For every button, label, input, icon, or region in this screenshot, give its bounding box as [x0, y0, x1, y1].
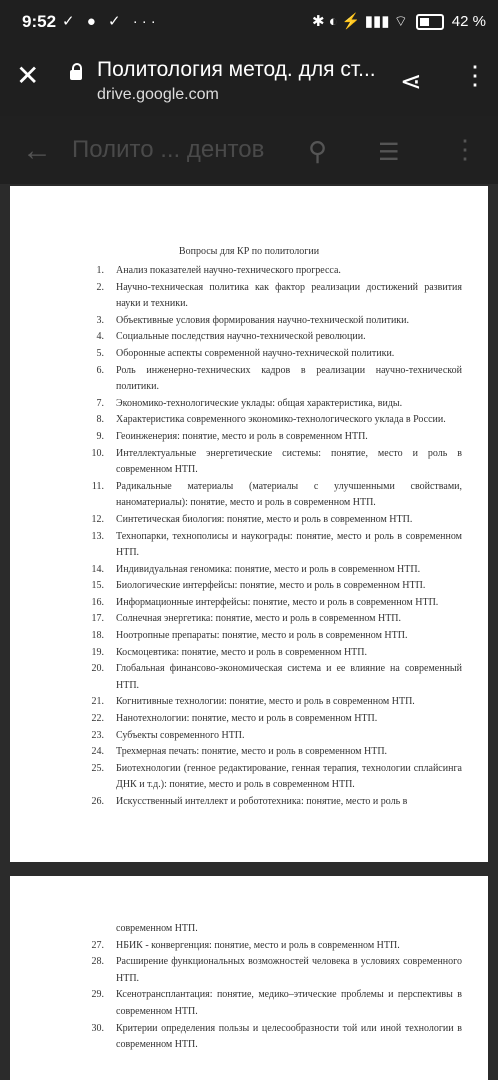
- question-text: Оборонные аспекты современной научно-технической политики.: [116, 347, 395, 359]
- list-item: 5. Оборонные аспекты современной научно-технической политики.: [96, 347, 395, 359]
- question-text: Анализ показателей научно-технического прогресса.: [116, 265, 341, 276]
- question-list: [10, 263, 488, 811]
- question-text: Радикальные материалы (материалы с улучшенными свойствами, наноматериалы): понятие, место и роль в современном НТП.: [116, 480, 462, 509]
- search-icon[interactable]: ⚲: [308, 136, 328, 166]
- question-text: Социальные последствия научно-технической революции.: [116, 331, 366, 343]
- list-item: 24. Трехмерная печать: понятие, место и роль в современном НТП.: [91, 746, 388, 758]
- document-toolbar: [0, 116, 498, 184]
- battery-level: 42 %: [451, 13, 486, 30]
- list-item: 15. Биологические интерфейсы: понятие, место и роль в современном НТП.: [91, 580, 426, 592]
- question-text: Ноотропные препараты: понятие, место и роль в современном НТП.: [116, 630, 408, 642]
- question-text: Субъекты современного НТП.: [116, 729, 245, 741]
- question-text: Интеллектуальные энергетические системы: понятие, место и роль в современном НТП.: [116, 447, 462, 476]
- question-text: Критерии определения пользы и целесообразности той или иной технологии в современном НТП.: [116, 1022, 462, 1051]
- lock-icon: [70, 70, 82, 80]
- share-icon[interactable]: ⋖: [400, 66, 422, 96]
- browser-app-bar: [0, 44, 498, 116]
- list-item: 20. Глобальная финансово-экономическая система и ее влияние на современный НТП.: [91, 663, 462, 691]
- page-url: drive.google.com: [97, 86, 219, 103]
- battery-icon: [416, 14, 444, 30]
- question-text: Роль инженерно-технических кадров в реализации научно-технической политики.: [116, 364, 462, 393]
- document-heading: Вопросы для КР по политологии: [178, 246, 320, 257]
- system-icons: ✱ ◐ ⚡ ▮▮▮ ⌔: [311, 13, 408, 30]
- list-item: 10. Интеллектуальные энергетические системы: понятие, место и роль в современном НТП.: [91, 447, 462, 476]
- list-item: 16. Информационные интерфейсы: понятие, место и роль в современном НТП.: [91, 596, 439, 608]
- question-text: Трехмерная печать: понятие, место и роль в современном НТП.: [116, 746, 388, 758]
- list-item: 12. Синтетическая биология: понятие, место и роль в современном НТП.: [91, 513, 413, 525]
- list-item: 30. Критерии определения пользы и целесообразности той или иной технологии в современном НТП.: [91, 1022, 462, 1051]
- list-item: 13. Технопарки, технополисы и наукограды: понятие, место и роль в современном НТП.: [91, 530, 462, 559]
- status-time: 9:52: [22, 12, 57, 31]
- question-text: Глобальная финансово-экономическая система и ее влияние на современный НТП.: [116, 663, 462, 691]
- list-item: 21. Когнитивные технологии: понятие, место и роль в современном НТП.: [91, 696, 415, 708]
- list-item: 2. Научно-техническая политика как фактор реализации достижений развития науки и техники.: [96, 281, 462, 310]
- page-title: Политология метод. для ст...: [97, 58, 376, 81]
- list-item: 28. Расширение функциональных возможностей человека в условиях современного НТП.: [91, 956, 462, 984]
- question-text: Объективные условия формирования научно-технической политики.: [116, 314, 410, 326]
- close-icon[interactable]: ✕: [16, 60, 40, 91]
- question-text: Экономико-технологические уклады: общая характеристика, виды.: [116, 397, 403, 409]
- list-item: 11. Радикальные материалы (материалы с улучшенными свойствами, наноматериалы): понятие, место и роль в современном НТП.: [91, 480, 462, 509]
- list-item: 25. Биотехнологии (генное редактирование, генная терапия, технологии сплайсинга ДНК и т.д.): понятие, место и роль в современном НТП.: [91, 762, 462, 791]
- notification-icons: ✓ ● ✓ ···: [62, 13, 160, 30]
- question-text: Характеристика современного экономико-технологического уклада в России.: [116, 414, 446, 426]
- question-text: Индивидуальная геномика: понятие, место и роль в современном НТП.: [116, 563, 421, 575]
- question-text: Когнитивные технологии: понятие, место и роль в современном НТП.: [116, 696, 415, 708]
- list-item: 27. НБИК - конвергенция: понятие, место и роль в современном НТП.: [91, 939, 400, 951]
- question-text: Информационные интерфейсы: понятие, место и роль в современном НТП.: [116, 596, 439, 608]
- question-text: Искусственный интеллект и робототехника: понятие, место и роль в: [116, 796, 408, 807]
- question-text: Научно-техническая политика как фактор реализации достижений развития науки и техники.: [116, 281, 462, 310]
- document-page-2[interactable]: [10, 876, 488, 1080]
- overflow-menu-icon[interactable]: ⋮: [452, 134, 478, 164]
- question-text: Геоинженерия: понятие, место и роль в современном НТП.: [116, 430, 368, 442]
- list-item: 19. Космоцевтика: понятие, место и роль в современном НТП.: [91, 646, 368, 658]
- list-item: 1. Анализ показателей научно-технического прогресса.: [96, 265, 341, 276]
- document-title: Полито ... дентов: [72, 136, 265, 163]
- question-text: Солнечная энергетика: понятие, место и роль в современном НТП.: [116, 613, 402, 625]
- list-view-icon[interactable]: ☰: [378, 139, 400, 166]
- document-page-1[interactable]: [10, 186, 488, 862]
- list-item: 8. Характеристика современного экономико-технологического уклада в России.: [96, 414, 446, 426]
- continuation-text: современном НТП.: [116, 923, 198, 934]
- list-item: 3. Объективные условия формирования научно-технической политики.: [96, 314, 410, 326]
- question-text: Нанотехнологии: понятие, место и роль в современном НТП.: [116, 713, 378, 725]
- list-item: 9. Геоинженерия: понятие, место и роль в современном НТП.: [96, 430, 368, 442]
- question-text: Расширение функциональных возможностей человека в условиях современного НТП.: [116, 956, 462, 984]
- list-item: 7. Экономико-технологические уклады: общая характеристика, виды.: [96, 397, 403, 409]
- question-text: Биологические интерфейсы: понятие, место и роль в современном НТП.: [116, 580, 426, 592]
- list-item: 23. Субъекты современного НТП.: [91, 729, 245, 741]
- list-item: 4. Социальные последствия научно-технической революции.: [96, 331, 366, 343]
- list-item: 14. Индивидуальная геномика: понятие, место и роль в современном НТП.: [91, 563, 421, 575]
- list-item: 18. Ноотропные препараты: понятие, место и роль в современном НТП.: [91, 630, 408, 642]
- question-text: Космоцевтика: понятие, место и роль в современном НТП.: [116, 646, 368, 658]
- list-item: 22. Нанотехнологии: понятие, место и роль в современном НТП.: [91, 713, 378, 725]
- back-arrow-icon[interactable]: ←: [22, 134, 52, 167]
- question-list: [10, 938, 488, 1054]
- status-right: [312, 12, 486, 31]
- list-item: 26. Искусственный интеллект и робототехника: понятие, место и роль в: [91, 796, 408, 807]
- more-options-icon[interactable]: ⋮: [462, 60, 488, 90]
- list-item: 17. Солнечная энергетика: понятие, место и роль в современном НТП.: [91, 613, 402, 625]
- list-item: 29. Ксенотрансплантация: понятие, медико–этические проблемы и перспективы в современном НТП.: [91, 989, 462, 1017]
- question-text: Ксенотрансплантация: понятие, медико–этические проблемы и перспективы в современном НТП.: [116, 989, 462, 1017]
- question-text: Синтетическая биология: понятие, место и роль в современном НТП.: [116, 513, 413, 525]
- question-text: Биотехнологии (генное редактирование, генная терапия, технологии сплайсинга ДНК и т.д.): понятие, место и роль в современном НТП.: [116, 762, 462, 791]
- list-item: 6. Роль инженерно-технических кадров в реализации научно-технической политики.: [96, 364, 462, 393]
- question-text: НБИК - конвергенция: понятие, место и роль в современном НТП.: [116, 939, 400, 951]
- question-text: Технопарки, технополисы и наукограды: понятие, место и роль в современном НТП.: [116, 530, 462, 559]
- status-bar: [0, 0, 498, 44]
